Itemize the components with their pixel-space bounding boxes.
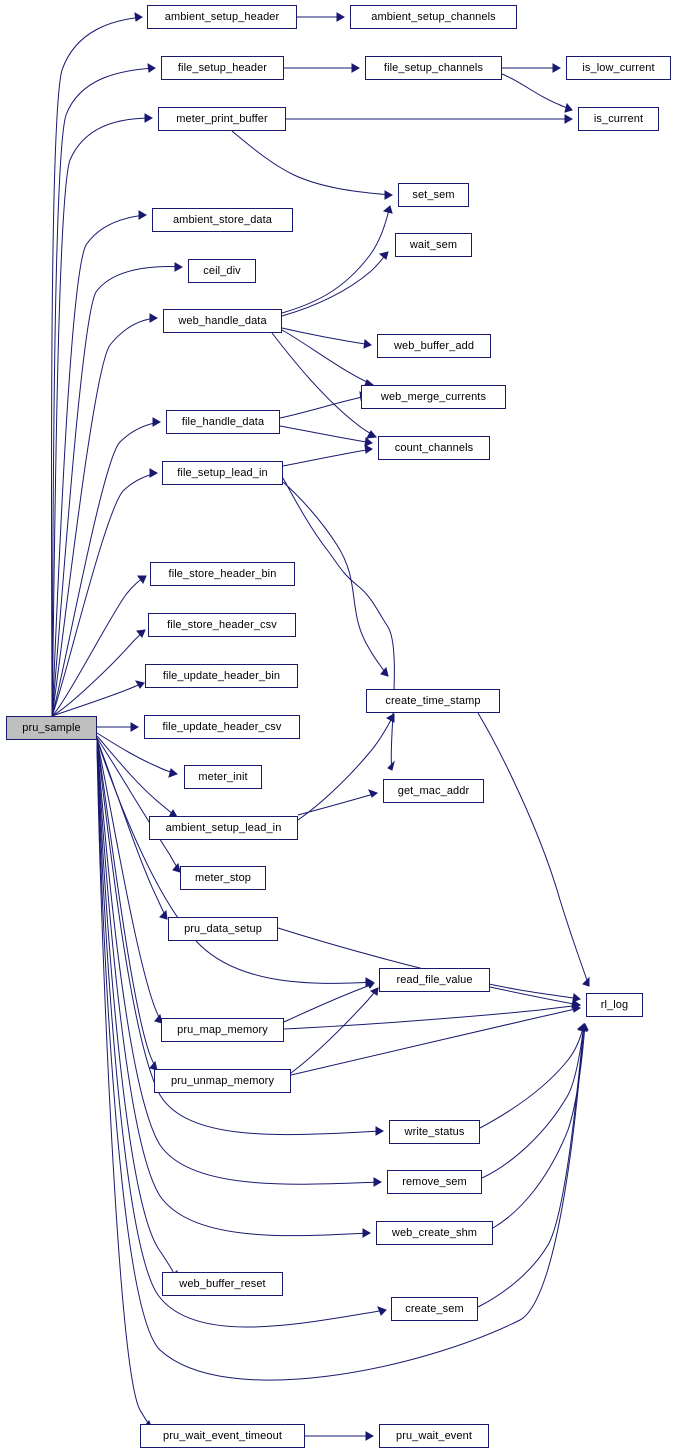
node-label: web_buffer_add xyxy=(393,339,475,352)
graph-node-file_setup_lead_in[interactable] xyxy=(162,461,283,485)
graph-node-web_buffer_add[interactable] xyxy=(377,334,491,358)
graph-node-wait_sem[interactable] xyxy=(395,233,472,257)
node-label: count_channels xyxy=(394,441,474,454)
graph-node-web_buffer_reset[interactable] xyxy=(162,1272,283,1296)
node-label: create_sem xyxy=(405,1302,464,1315)
node-label: write_status xyxy=(404,1125,465,1138)
node-label: file_setup_header xyxy=(177,61,268,74)
node-label: rl_log xyxy=(600,998,629,1011)
graph-node-pru_map_memory[interactable] xyxy=(161,1018,284,1042)
graph-node-pru_wait_event_timeout[interactable] xyxy=(140,1424,305,1448)
node-label: pru_unmap_memory xyxy=(170,1074,275,1087)
node-label: ambient_setup_channels xyxy=(371,10,496,23)
graph-node-pru_wait_event[interactable] xyxy=(379,1424,489,1448)
node-label: file_store_header_csv xyxy=(167,618,277,631)
graph-node-file_update_header_csv[interactable] xyxy=(144,715,300,739)
node-label: meter_print_buffer xyxy=(176,112,268,125)
node-label: pru_wait_event xyxy=(395,1429,472,1442)
node-label: file_setup_lead_in xyxy=(177,466,268,479)
node-label: set_sem xyxy=(412,188,455,201)
node-label: pru_map_memory xyxy=(177,1023,268,1036)
graph-node-pru_data_setup[interactable] xyxy=(168,917,278,941)
node-label: remove_sem xyxy=(402,1175,467,1188)
node-label: web_buffer_reset xyxy=(179,1277,266,1290)
graph-node-set_sem[interactable] xyxy=(398,183,469,207)
node-label: meter_init xyxy=(198,770,248,783)
node-label: pru_data_setup xyxy=(184,922,262,935)
node-label: ambient_setup_header xyxy=(164,10,280,23)
graph-node-file_setup_header[interactable] xyxy=(161,56,284,80)
graph-node-remove_sem[interactable] xyxy=(387,1170,482,1194)
graph-node-web_handle_data[interactable] xyxy=(163,309,282,333)
node-label: get_mac_addr xyxy=(397,784,470,797)
node-label: file_handle_data xyxy=(181,415,265,428)
node-label: ceil_div xyxy=(203,264,241,277)
graph-node-file_handle_data[interactable] xyxy=(166,410,280,434)
graph-node-is_low_current[interactable] xyxy=(566,56,671,80)
node-label: file_setup_channels xyxy=(383,61,484,74)
graph-node-file_store_header_bin[interactable] xyxy=(150,562,295,586)
graph-node-web_merge_currents[interactable] xyxy=(361,385,506,409)
node-label: web_merge_currents xyxy=(380,390,487,403)
node-label: ambient_setup_lead_in xyxy=(165,821,282,834)
node-label: is_low_current xyxy=(582,61,655,74)
node-label: ambient_store_data xyxy=(172,213,273,226)
node-label: read_file_value xyxy=(396,973,473,986)
graph-node-ambient_setup_header[interactable] xyxy=(147,5,297,29)
node-label: web_create_shm xyxy=(391,1226,478,1239)
graph-node-web_create_shm[interactable] xyxy=(376,1221,493,1245)
graph-node-get_mac_addr[interactable] xyxy=(383,779,484,803)
node-label: file_update_header_csv xyxy=(162,720,282,733)
node-label: pru_wait_event_timeout xyxy=(163,1429,282,1442)
graph-node-write_status[interactable] xyxy=(389,1120,480,1144)
graph-node-read_file_value[interactable] xyxy=(379,968,490,992)
graph-node-is_current[interactable] xyxy=(578,107,659,131)
graph-node-pru_sample[interactable] xyxy=(6,716,97,740)
graph-node-meter_print_buffer[interactable] xyxy=(158,107,286,131)
graph-node-file_update_header_bin[interactable] xyxy=(145,664,298,688)
graph-node-meter_stop[interactable] xyxy=(180,866,266,890)
graph-node-count_channels[interactable] xyxy=(378,436,490,460)
graph-node-meter_init[interactable] xyxy=(184,765,262,789)
node-label: pru_sample xyxy=(22,721,81,734)
graph-node-ceil_div[interactable] xyxy=(188,259,256,283)
graph-node-file_store_header_csv[interactable] xyxy=(148,613,296,637)
graph-node-create_sem[interactable] xyxy=(391,1297,478,1321)
graph-node-ambient_setup_channels[interactable] xyxy=(350,5,517,29)
graph-node-pru_unmap_memory[interactable] xyxy=(154,1069,291,1093)
node-label: is_current xyxy=(593,112,644,125)
graph-node-ambient_store_data[interactable] xyxy=(152,208,293,232)
node-label: web_handle_data xyxy=(178,314,267,327)
graph-node-rl_log[interactable] xyxy=(586,993,643,1017)
node-label: create_time_stamp xyxy=(385,694,481,707)
graph-node-create_time_stamp[interactable] xyxy=(366,689,500,713)
node-label: file_store_header_bin xyxy=(168,567,277,580)
node-label: meter_stop xyxy=(194,871,252,884)
graph-node-file_setup_channels[interactable] xyxy=(365,56,502,80)
node-label: wait_sem xyxy=(409,238,458,251)
node-label: file_update_header_bin xyxy=(162,669,281,682)
graph-node-ambient_setup_lead_in[interactable] xyxy=(149,816,298,840)
